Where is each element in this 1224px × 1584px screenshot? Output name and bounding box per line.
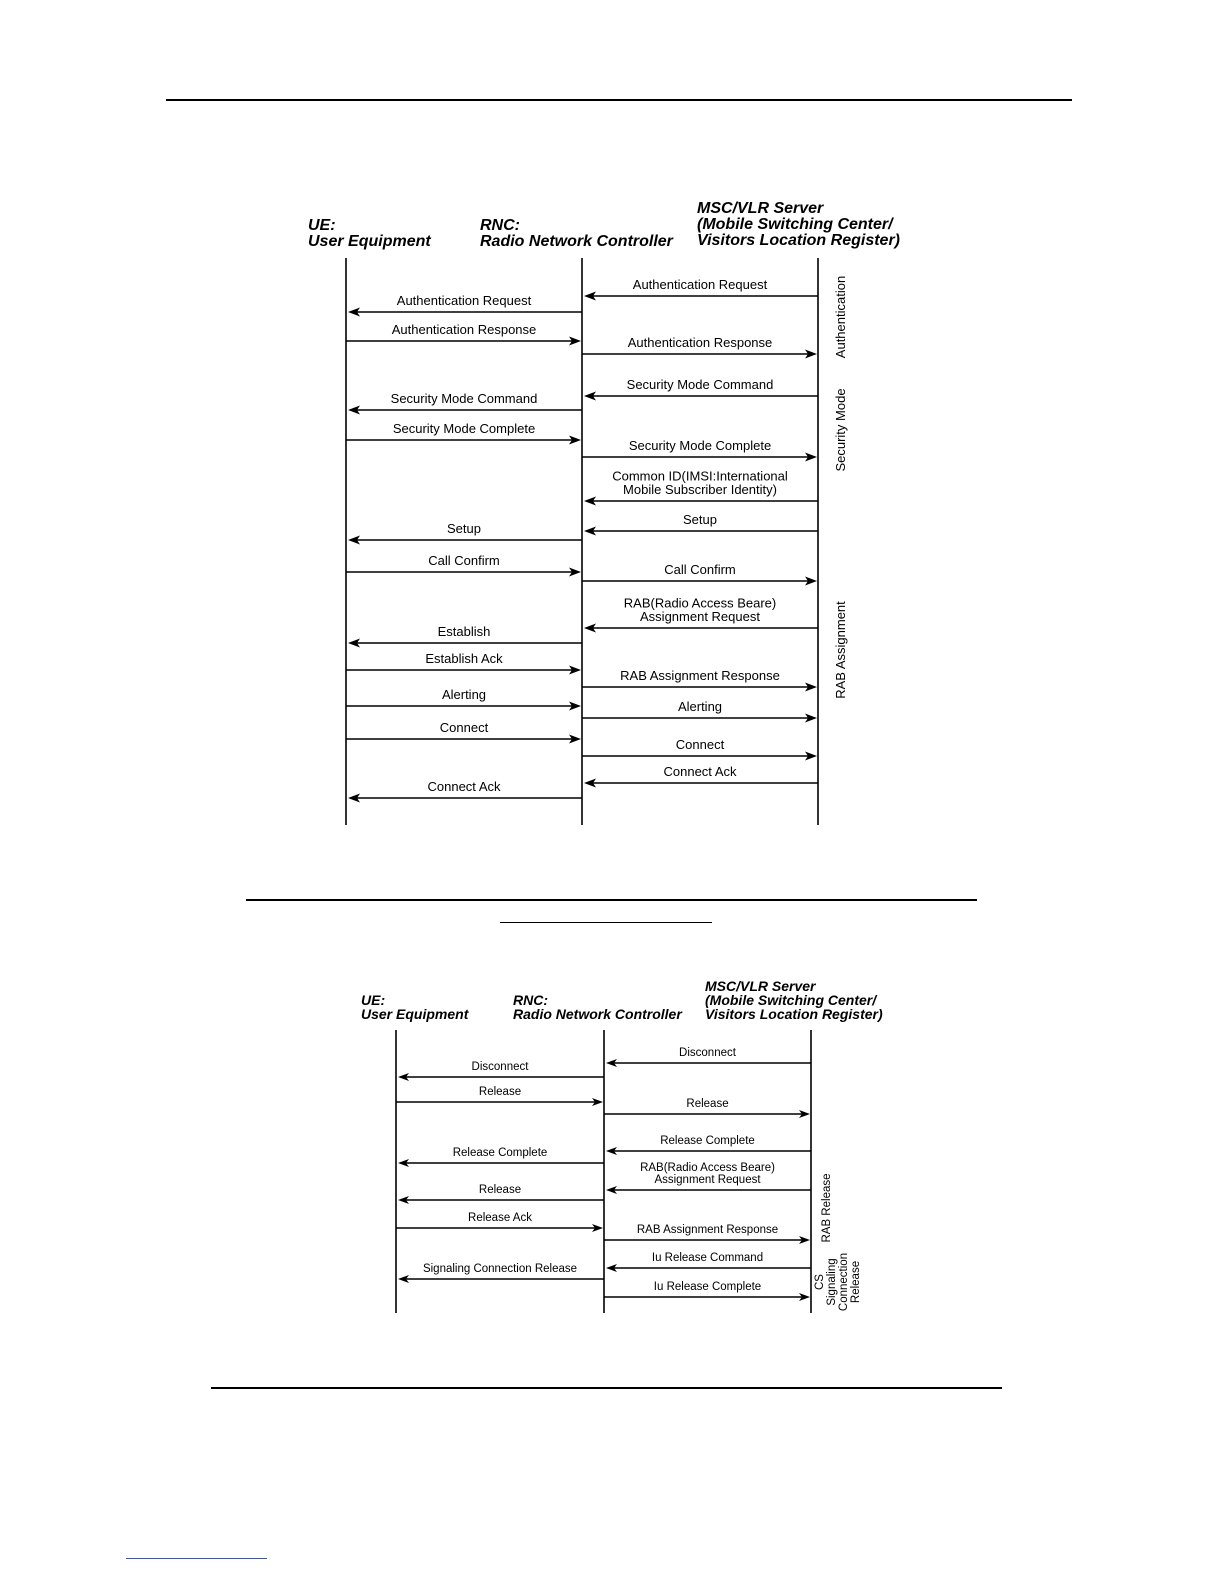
- msc-fullname-2: Visitors Location Register): [697, 232, 900, 249]
- message-label: Connect: [439, 720, 489, 735]
- message-4: [604, 1098, 810, 1118]
- rnc-fullname: Radio Network Controller: [513, 1006, 682, 1022]
- message-1: [606, 1047, 811, 1067]
- msc-fullname-1: (Mobile Switching Center/: [697, 216, 893, 233]
- message-13: [604, 1281, 810, 1301]
- message-8: [398, 1184, 604, 1204]
- message-12: [398, 1263, 604, 1283]
- message-label: Common ID(IMSI:International: [612, 468, 788, 484]
- message-label: Disconnect: [471, 1061, 529, 1073]
- message-label: Iu Release Complete: [653, 1281, 762, 1293]
- message-label: Security Mode Complete: [392, 421, 536, 436]
- message-label: RAB Assignment Response: [620, 668, 780, 683]
- message-label: Disconnect: [679, 1047, 736, 1059]
- message-label: Release Ack: [468, 1212, 532, 1224]
- message-label: Security Mode Command: [390, 391, 538, 406]
- phase-label-text: RAB Release: [821, 1173, 833, 1243]
- phase-label-2: [814, 1253, 862, 1311]
- message-label: Connect Ack: [663, 764, 737, 779]
- message-label: Alerting: [677, 699, 723, 714]
- message-label: Call Confirm: [428, 553, 500, 568]
- message-label: Release: [686, 1098, 729, 1110]
- message-label: Establish Ack: [425, 651, 503, 666]
- message-label: Assignment Request: [654, 1174, 761, 1186]
- message-label: Connect: [675, 737, 725, 752]
- message-label: Mobile Subscriber Identity): [623, 482, 777, 497]
- rnc-abbrev: RNC:: [513, 992, 548, 1008]
- msc-abbrev: MSC/VLR Server: [697, 200, 824, 217]
- message-9: [396, 1212, 603, 1232]
- message-label: Iu Release Command: [651, 1252, 764, 1264]
- ue-abbrev: UE:: [361, 992, 386, 1008]
- ue-fullname: User Equipment: [361, 1006, 469, 1022]
- message-6: [398, 1147, 604, 1167]
- msc-fullname-2: Visitors Location Register): [705, 1006, 883, 1022]
- message-label: Authentication Response: [627, 335, 773, 350]
- message-label: Connect Ack: [427, 779, 501, 794]
- rnc-abbrev: RNC:: [480, 217, 520, 234]
- message-label: Setup: [447, 521, 481, 536]
- message-label: Establish: [437, 624, 491, 639]
- message-3: [396, 1086, 603, 1106]
- rnc-fullname: Radio Network Controller: [480, 233, 673, 250]
- phase-label-1: [821, 1173, 833, 1242]
- message-label: Authentication Request: [396, 293, 532, 308]
- phase-label-text: Release: [850, 1260, 862, 1304]
- message-label: Call Confirm: [664, 562, 736, 577]
- phase-label-text: Security Mode: [833, 388, 848, 472]
- ue-abbrev: UE:: [308, 217, 336, 234]
- message-label: RAB(Radio Access Beare): [623, 595, 777, 611]
- phase-label-text: Connection: [838, 1252, 850, 1312]
- message-11: [606, 1252, 811, 1272]
- message-label: Security Mode Complete: [628, 438, 772, 453]
- message-5: [606, 1135, 811, 1155]
- message-label: Setup: [683, 512, 717, 527]
- phase-label-text: CS: [814, 1274, 826, 1290]
- message-7: [606, 1162, 811, 1194]
- message-label: Authentication Request: [632, 277, 768, 292]
- ue-fullname: User Equipment: [308, 233, 431, 250]
- msc-fullname-1: (Mobile Switching Center/: [705, 992, 877, 1008]
- message-label: Release Complete: [660, 1135, 755, 1147]
- phase-label-text: Signaling: [826, 1258, 838, 1306]
- message-label: Assignment Request: [640, 609, 760, 624]
- message-label: Alerting: [441, 687, 487, 702]
- message-label: Release Complete: [452, 1147, 548, 1159]
- message-2: [398, 1061, 604, 1081]
- message-label: RAB Assignment Response: [636, 1224, 779, 1236]
- msc-abbrev: MSC/VLR Server: [705, 978, 816, 994]
- message-10: [604, 1224, 810, 1244]
- phase-label-text: RAB Assignment: [833, 601, 848, 699]
- message-label: Release: [478, 1086, 522, 1098]
- message-label: Authentication Response: [391, 322, 537, 337]
- message-label: Security Mode Command: [626, 377, 774, 392]
- message-label: Signaling Connection Release: [422, 1263, 578, 1275]
- message-label: Release: [478, 1184, 522, 1196]
- phase-label-text: Authentication: [833, 275, 848, 359]
- message-label: RAB(Radio Access Beare): [640, 1161, 775, 1174]
